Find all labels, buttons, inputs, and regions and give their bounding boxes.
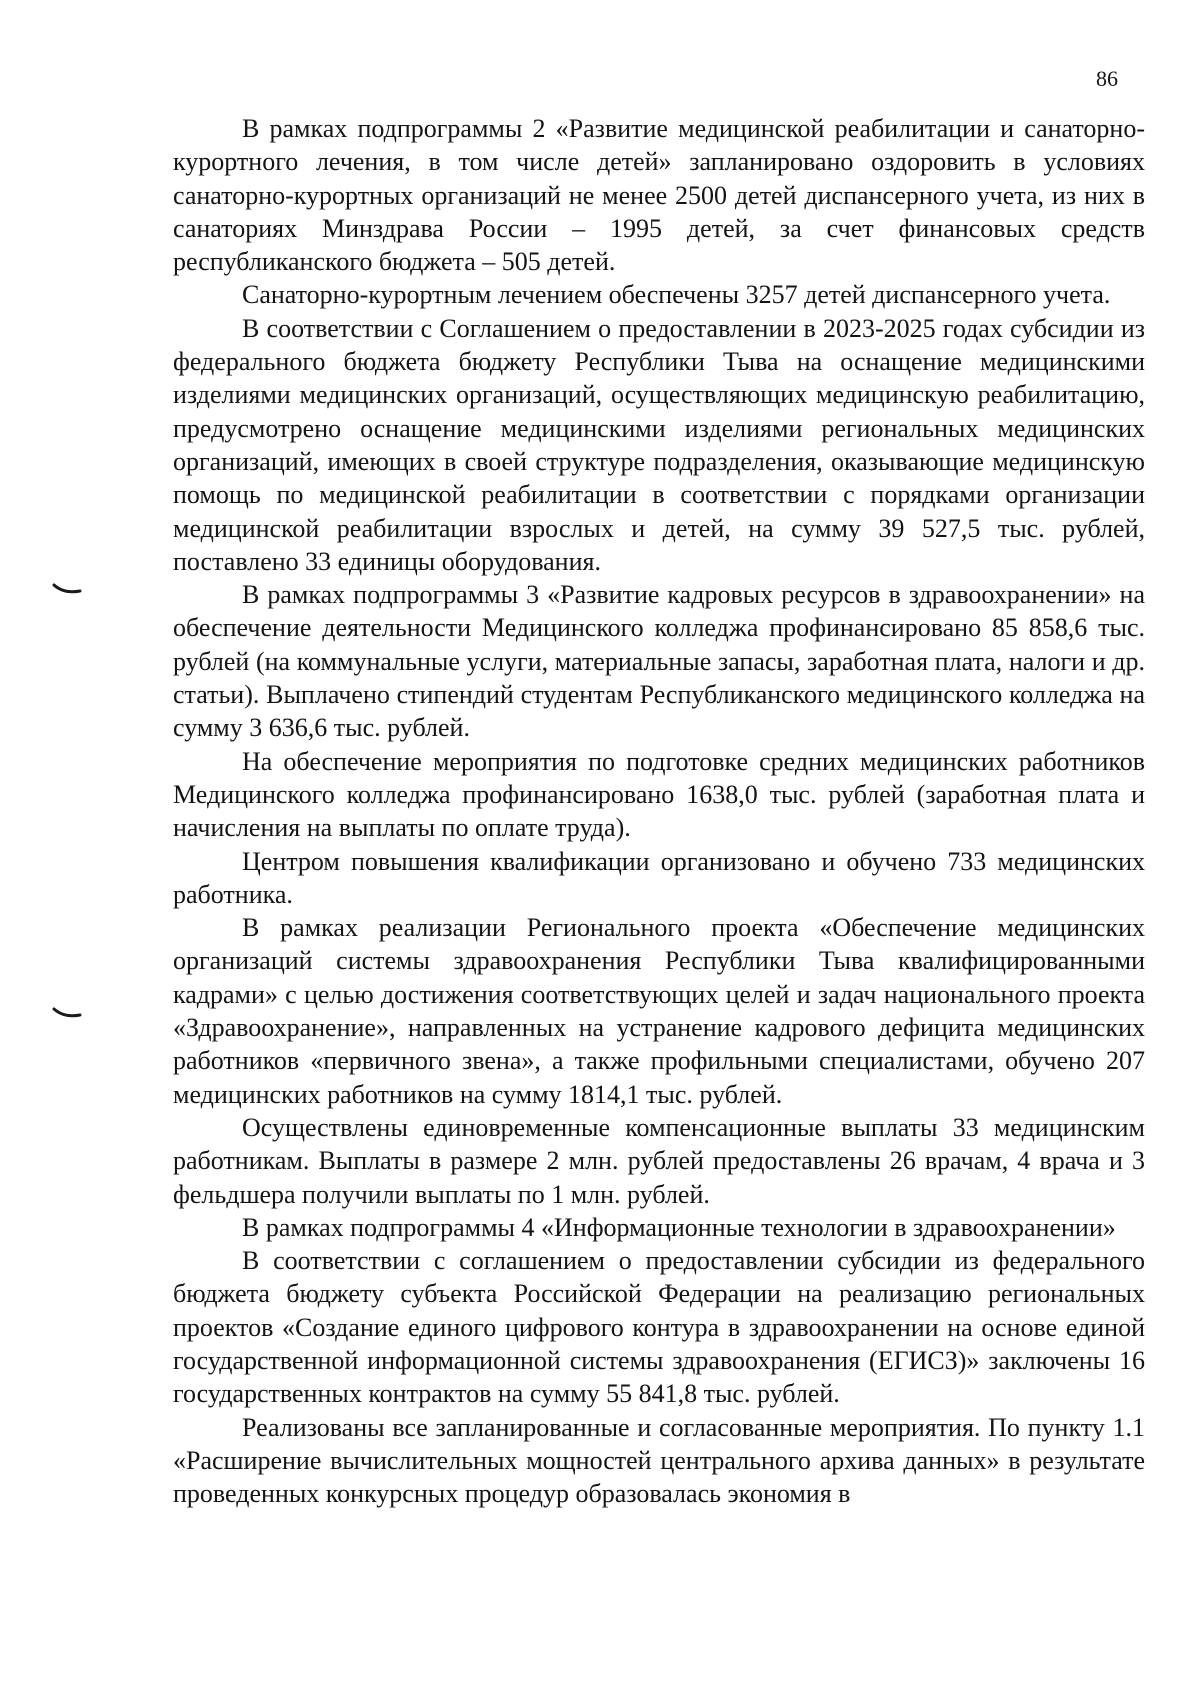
- paragraph: В соответствии с соглашением о предоставлении субсидии из федерального бюджета бюджету субъекта Российской Федерации на реализацию региональных проектов «Создание единого цифрового контура в здравоохранении на основе единой государственной информационной системы здравоохранения (ЕГИСЗ)» заключены 16 государственных контрактов на сумму 55 841,8 тыс. рублей.: [173, 1246, 1145, 1409]
- paragraph: В рамках подпрограммы 3 «Развитие кадровых ресурсов в здравоохранении» на обеспечение деятельности Медицинского колледжа профинансировано 85 858,6 тыс. рублей (на коммунальные услуги, материальные запасы, заработная плата, налоги и др. статьи). Выплачено стипендий студентам Республиканского медицинского колледжа на сумму 3 636,6 тыс. рублей.: [173, 580, 1145, 743]
- paragraph: Осуществлены единовременные компенсационные выплаты 33 медицинским работникам. Выплаты в размере 2 млн. рублей предоставлены 26 врачам, 4 врача и 3 фельдшера получили выплаты по 1 млн. рублей.: [173, 1112, 1145, 1209]
- paragraph: В рамках реализации Регионального проекта «Обеспечение медицинских организаций системы здравоохранения Республики Тыва квалифицированными кадрами» с целью достижения соответствующих целей и задач национального проекта «Здравоохранение», направленных на устранение кадрового дефицита медицинских работников «первичного звена», а также профильными специалистами, обучено 207 медицинских работников на сумму 1814,1 тыс. рублей.: [173, 913, 1145, 1109]
- paragraph: В рамках подпрограммы 4 «Информационные технологии в здравоохранении»: [242, 1212, 1116, 1242]
- paragraph: Санаторно-курортным лечением обеспечены 3257 детей диспансерного учета.: [242, 280, 1111, 310]
- paragraph: В соответствии с Соглашением о предоставлении в 2023-2025 годах субсидии из федерального бюджета бюджету Республики Тыва на оснащение медицинскими изделиями медицинских организаций, осуществляющих медицинскую реабилитацию, предусмотрено оснащение медицинскими изделиями региональных медицинских организаций, имеющих в своей структуре подразделения, оказывающие медицинскую помощь по медицинской реабилитации в соответствии с порядками организации медицинской реабилитации взрослых и детей, на сумму 39 527,5 тыс. рублей, поставлено 33 единицы оборудования.: [173, 313, 1145, 576]
- paragraph: На обеспечение мероприятия по подготовке средних медицинских работников Медицинского колледжа профинансировано 1638,0 тыс. рублей (заработная плата и начисления на выплаты по оплате труда).: [173, 746, 1145, 843]
- paragraph: В рамках подпрограммы 2 «Развитие медицинской реабилитации и санаторно-курортного лечения, в том числе детей» запланировано оздоровить в условиях санаторно-курортных организаций не менее 2500 детей диспансерного учета, из них в санаториях Минздрава России – 1995 детей, за счет финансовых средств республиканского бюджета – 505 детей.: [173, 114, 1145, 277]
- margin-mark: [52, 582, 82, 596]
- page-number: 86: [1096, 66, 1118, 91]
- paragraph: Реализованы все запланированные и согласованные мероприятия. По пункту 1.1 «Расширение вычислительных мощностей центрального архива данных» в результате проведенных конкурсных процедур образовалась экономия в: [173, 1412, 1145, 1509]
- document-body: [173, 112, 1145, 1510]
- paragraph: Центром повышения квалификации организовано и обучено 733 медицинских работника.: [173, 846, 1145, 909]
- margin-mark: [52, 1006, 82, 1020]
